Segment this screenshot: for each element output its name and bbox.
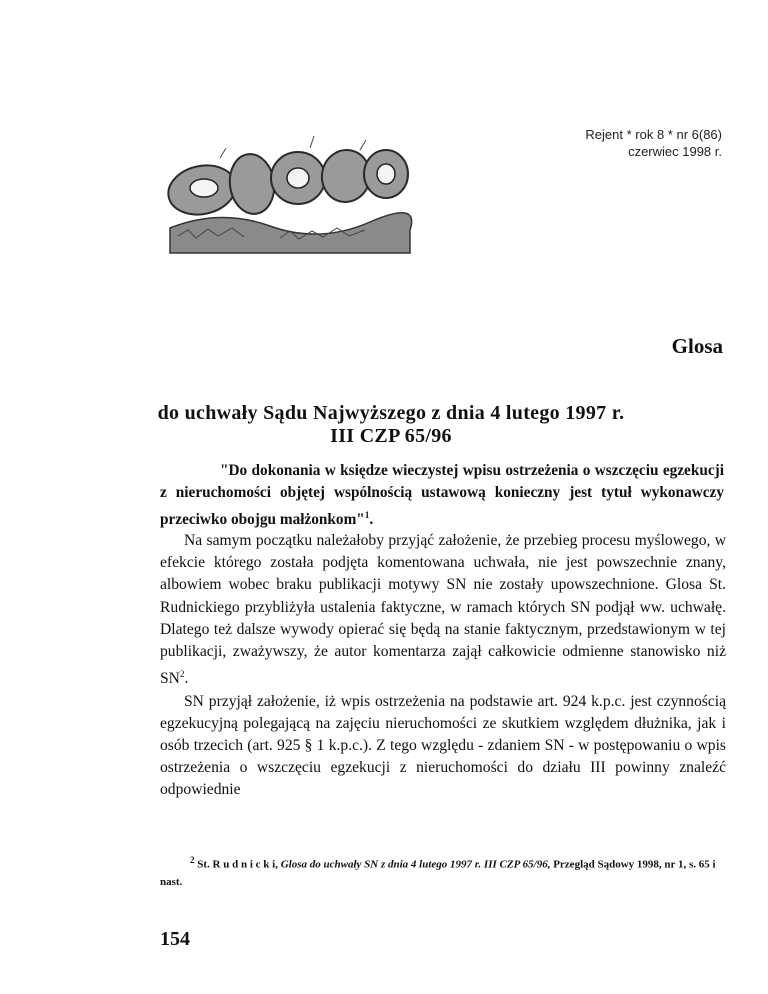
footnote-source: Przegląd Sądowy 1998, nr 1, s. 65 i nast. [160,858,716,888]
thesis-footnote-ref: 1 [364,510,370,520]
footnote-ref-2: 2 [179,669,185,680]
paragraph-1-text: Na samym początku należałoby przyjąć założenie, że przebieg procesu myślowego, w efekcie którego została podjęta komentowana uchwała, nie jest powszechnie znany, albowiem wobec braku publikacji motywy SN nie zostały upowszechnione. Glosa St. Rudnickiego przybliżyła ustalenia faktyczne, w ramach których SN podjął ww. uchwałę. Dlatego też dalsze wywody opierać się będą na stanie faktycznym, przedstawionym w tej publikacji, zważywszy, że autor komentarza zajął całkowicie odmienne stanowisko niż SN [160,532,726,688]
journal-header [585,126,722,160]
footnote [160,852,726,891]
document-title-line-1: do uchwały Sądu Najwyższego z dnia 4 lutego 1997 r. [157,402,625,424]
section-title: Glosa [671,334,723,358]
glosa-logo [160,118,415,258]
issue-date: czerwiec 1998 r. [628,144,722,159]
resolution-thesis: "Do dokonania w księdze wieczystej wpisu ostrzeżenia o wszczęciu egzekucji z nieruchomości objętej wspólnością ustawową konieczny jest tytuł wykonawczy przeciwko obojgu małżonkom"$^1$. [160,462,724,529]
paragraph-2: SN przyjął założenie, iż wpis ostrzeżenia na podstawie art. 924 k.p.c. jest czynnością egzekucyjną polegającą na zajęciu nieruchomości ze skutkiem względem dłużnika, jak i osób trzecich (art. 925 § 1 k.p.c.). Z tego względu - zdaniem SN - w postępowaniu o wpis ostrzeżenia o wszczęciu egzekucji z nieruchomości do działu III powinny znaleźć odpowiednie [160,692,726,799]
footnote-author: St. R u d n i c k i, [197,858,278,871]
paragraph-1: Na samym początku należałoby przyjąć założenie, że przebieg procesu myślowego, w efekcie którego została podjęta komentowana uchwała, nie jest powszechnie znany, albowiem wobec braku publikacji motywy SN nie zostały upowszechnione. Glosa St. Rudnickiego przybliżyła ustalenia faktyczne, w ramach których SN podjął ww. uchwałę. Dlatego też dalsze wywody opierać się będą na stanie faktycznym, przedstawionym w tej publikacji, zważywszy, że autor komentarza zajął całkowicie odmienne stanowisko niż $SN^2$. [160,532,726,688]
journal-issue: Rejent * rok 8 * nr 6(86) [585,127,722,142]
thesis-text: "Do dokonania w księdze wieczystej wpisu ostrzeżenia o wszczęciu egzekucji z nieruchomości objętej wspólnością ustawową konieczny jest tytuł wykonawczy przeciwko obojgu małżonkom" [160,462,724,529]
page-number: 154 [160,928,190,950]
document-title [130,402,652,448]
document-title-line-2: III CZP 65/96 [330,425,452,447]
footnote-title: Glosa do uchwały SN z dnia 4 lutego 1997 r. III CZP 65/96, [280,858,551,871]
footnote-number: 2 [190,855,195,865]
body-text [160,530,726,802]
